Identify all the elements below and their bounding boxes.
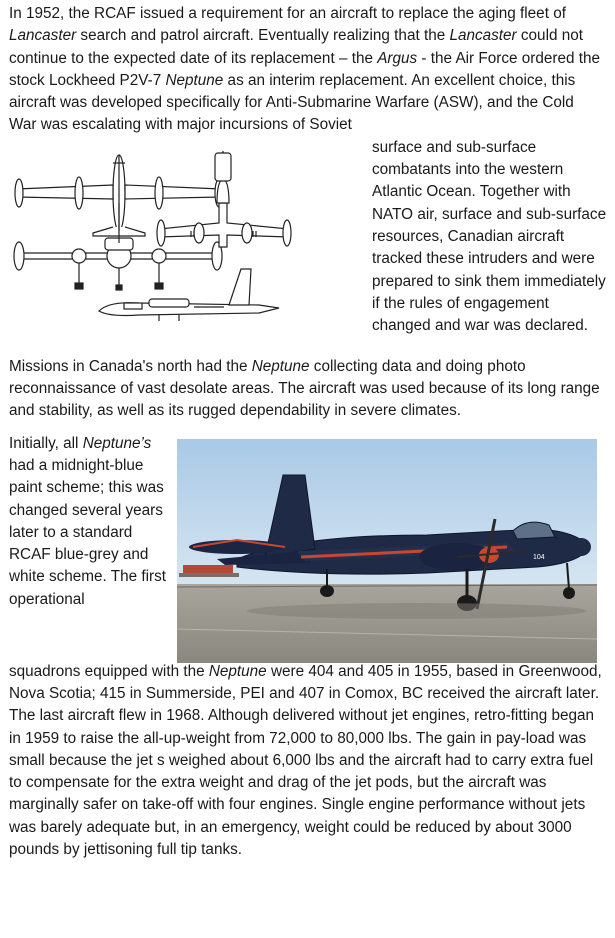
paragraph-intro <box>9 3 603 137</box>
text-run: search and patrol aircraft. Eventually realizing that the <box>76 27 450 45</box>
text-run: Missions in Canada's north had the <box>9 357 252 375</box>
paragraph-missions <box>9 356 603 423</box>
drawing-block <box>9 137 607 335</box>
text-run: could not continue to the expected date of its replacement – the <box>9 27 583 67</box>
text-run: were 404 and 405 in 1955, based in Greenwood, Nova Scotia; 415 in Summerside, PEI and 407 in Comox, BC received the aircraft later. The last aircraft flew in 1968. Although delivered without jet engines, retro-fitting began in 1959 to raise the all-up-weight from 72,000 to 80,000 lbs. The gain in pay-load was small because the jet s weighed about 6,000 lbs and the aircraft had to carry extra fuel to compensate for the extra weight and drag of the jet pods, but the aircraft was marginally safer on take-off with four engines. Single engine performance without jets was barely adequate but, in an emergency, weight could be reduced by about 3000 pounds by jettisoning full tip tanks. <box>9 662 602 859</box>
text-run: collecting data and doing photo reconnaissance of vast desolate areas. The aircraft was used because of its long range and stability, as well as its rugged dependability in severe climates. <box>9 357 600 420</box>
paragraph-squadrons <box>9 661 603 862</box>
italic-argus: Argus <box>377 49 418 67</box>
italic-neptune: Neptune <box>251 357 310 375</box>
italic-lancaster: Lancaster <box>449 27 517 45</box>
text-run: - the Air Force ordered the stock Lockheed P2V-7 <box>9 49 600 89</box>
italic-neptune: Neptune <box>165 71 224 89</box>
italic-neptunes: Neptune’s <box>82 434 152 452</box>
text-run: had a midnight-blue paint scheme; this was changed several years later to a standard RCAF blue-grey and white scheme. The first operational <box>9 456 166 608</box>
article <box>9 0 607 861</box>
side-view <box>99 269 279 321</box>
photo-block <box>9 433 603 655</box>
text-run: squadrons equipped with the <box>9 662 209 680</box>
neptune-aircraft-photo <box>177 439 597 663</box>
text-run: as an interim replacement. An excellent choice, this aircraft was developed specifically for Anti-Submarine Warfare (ASW), and the Cold War was escalating with major incursions of Soviet <box>9 71 576 134</box>
fuselage-number: 104 <box>533 553 545 561</box>
plan-view <box>157 151 291 247</box>
italic-lancaster: Lancaster <box>9 27 77 45</box>
paragraph-paint-scheme <box>9 433 169 611</box>
text-run: In 1952, the RCAF issued a requirement for an aircraft to replace the aging fleet of <box>9 5 566 22</box>
text-run: Initially, all <box>9 434 83 452</box>
italic-neptune: Neptune <box>208 662 267 680</box>
paragraph-soviet-combatants: surface and sub-surface combatants into the western Atlantic Ocean. Together with NATO air, surface and sub-surface resources, Canadian aircraft tracked these intruders and were prepared to sink them immediately if the rules of engagement changed and war was declared. <box>372 138 607 335</box>
three-view-drawing <box>9 143 364 333</box>
